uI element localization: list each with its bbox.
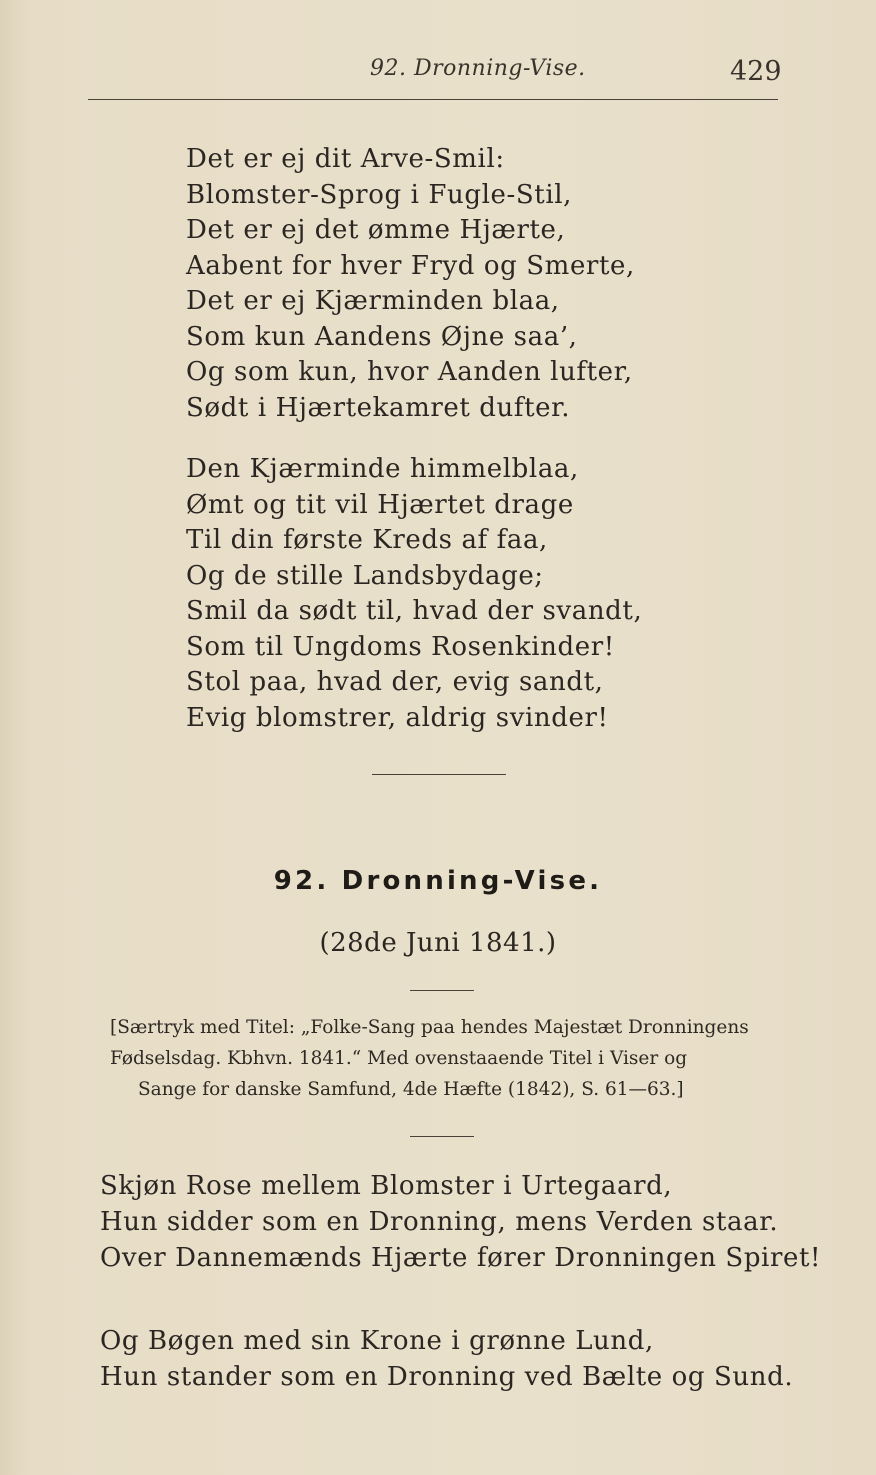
page-number: 429	[730, 56, 782, 87]
note-divider-bottom	[410, 1136, 474, 1137]
song-verse-1	[100, 1168, 860, 1276]
verse-line: Skjøn Rose mellem Blomster i Urtegaard,	[100, 1171, 673, 1201]
poem-line: Som kun Aandens Øjne saa’,	[186, 321, 578, 352]
poem-line: Sødt i Hjærtekamret dufter.	[186, 392, 571, 423]
verse-line: Hun stander som en Dronning ved Bælte og Sund.	[100, 1362, 794, 1392]
header-rule	[88, 99, 778, 100]
poem-line: Det er ej dit Arve-Smil:	[186, 144, 505, 174]
running-title: 92. Dronning-Vise.	[370, 56, 586, 81]
note-line: [Særtryk med Titel: „Folke-Sang paa hendes Majestæt Dronningens	[110, 1017, 749, 1038]
editorial-note	[110, 1012, 800, 1105]
poem-line: Blomster-Sprog i Fugle-Stil,	[186, 179, 573, 210]
song-verse-2	[100, 1323, 860, 1395]
poem-line: Og de stille Landsbydage;	[186, 560, 544, 591]
song-date: (28de Juni 1841.)	[319, 928, 557, 958]
poem-line: Som til Ungdoms Rosenkinder!	[186, 631, 615, 662]
verse-line: Hun sidder som en Dronning, mens Verden staar.	[100, 1207, 779, 1237]
poem-stanza-2	[186, 452, 746, 736]
note-line: Fødselsdag. Kbhvn. 1841.“ Med ovenstaaende Titel i Viser og	[110, 1048, 688, 1069]
poem-line: Til din første Kreds af faa,	[186, 525, 548, 555]
note-line: Sange for danske Samfund, 4de Hæfte (1842), S. 61—63.]	[138, 1079, 684, 1100]
poem-stanza-1	[186, 142, 746, 426]
verse-line: Over Dannemænds Hjærte fører Dronningen Spiret!	[100, 1243, 822, 1273]
note-divider-top	[410, 990, 474, 991]
running-head	[0, 56, 876, 96]
section-divider	[372, 774, 506, 775]
poem-line: Ømt og tit vil Hjærtet drage	[186, 489, 574, 520]
poem-line: Aabent for hver Fryd og Smerte,	[186, 250, 635, 281]
poem-line: Det er ej Kjærminden blaa,	[186, 286, 560, 316]
poem-line: Den Kjærminde himmelblaa,	[186, 454, 579, 484]
poem-line: Det er ej det ømme Hjærte,	[186, 215, 566, 245]
song-title: 92. Dronning-Vise.	[273, 866, 603, 896]
poem-line: Og som kun, hvor Aanden lufter,	[186, 357, 633, 387]
poem-line: Stol paa, hvad der, evig sandt,	[186, 667, 604, 697]
poem-line: Evig blomstrer, aldrig svinder!	[186, 702, 609, 733]
poem-line: Smil da sødt til, hvad der svandt,	[186, 596, 643, 626]
verse-line: Og Bøgen med sin Krone i grønne Lund,	[100, 1326, 654, 1356]
